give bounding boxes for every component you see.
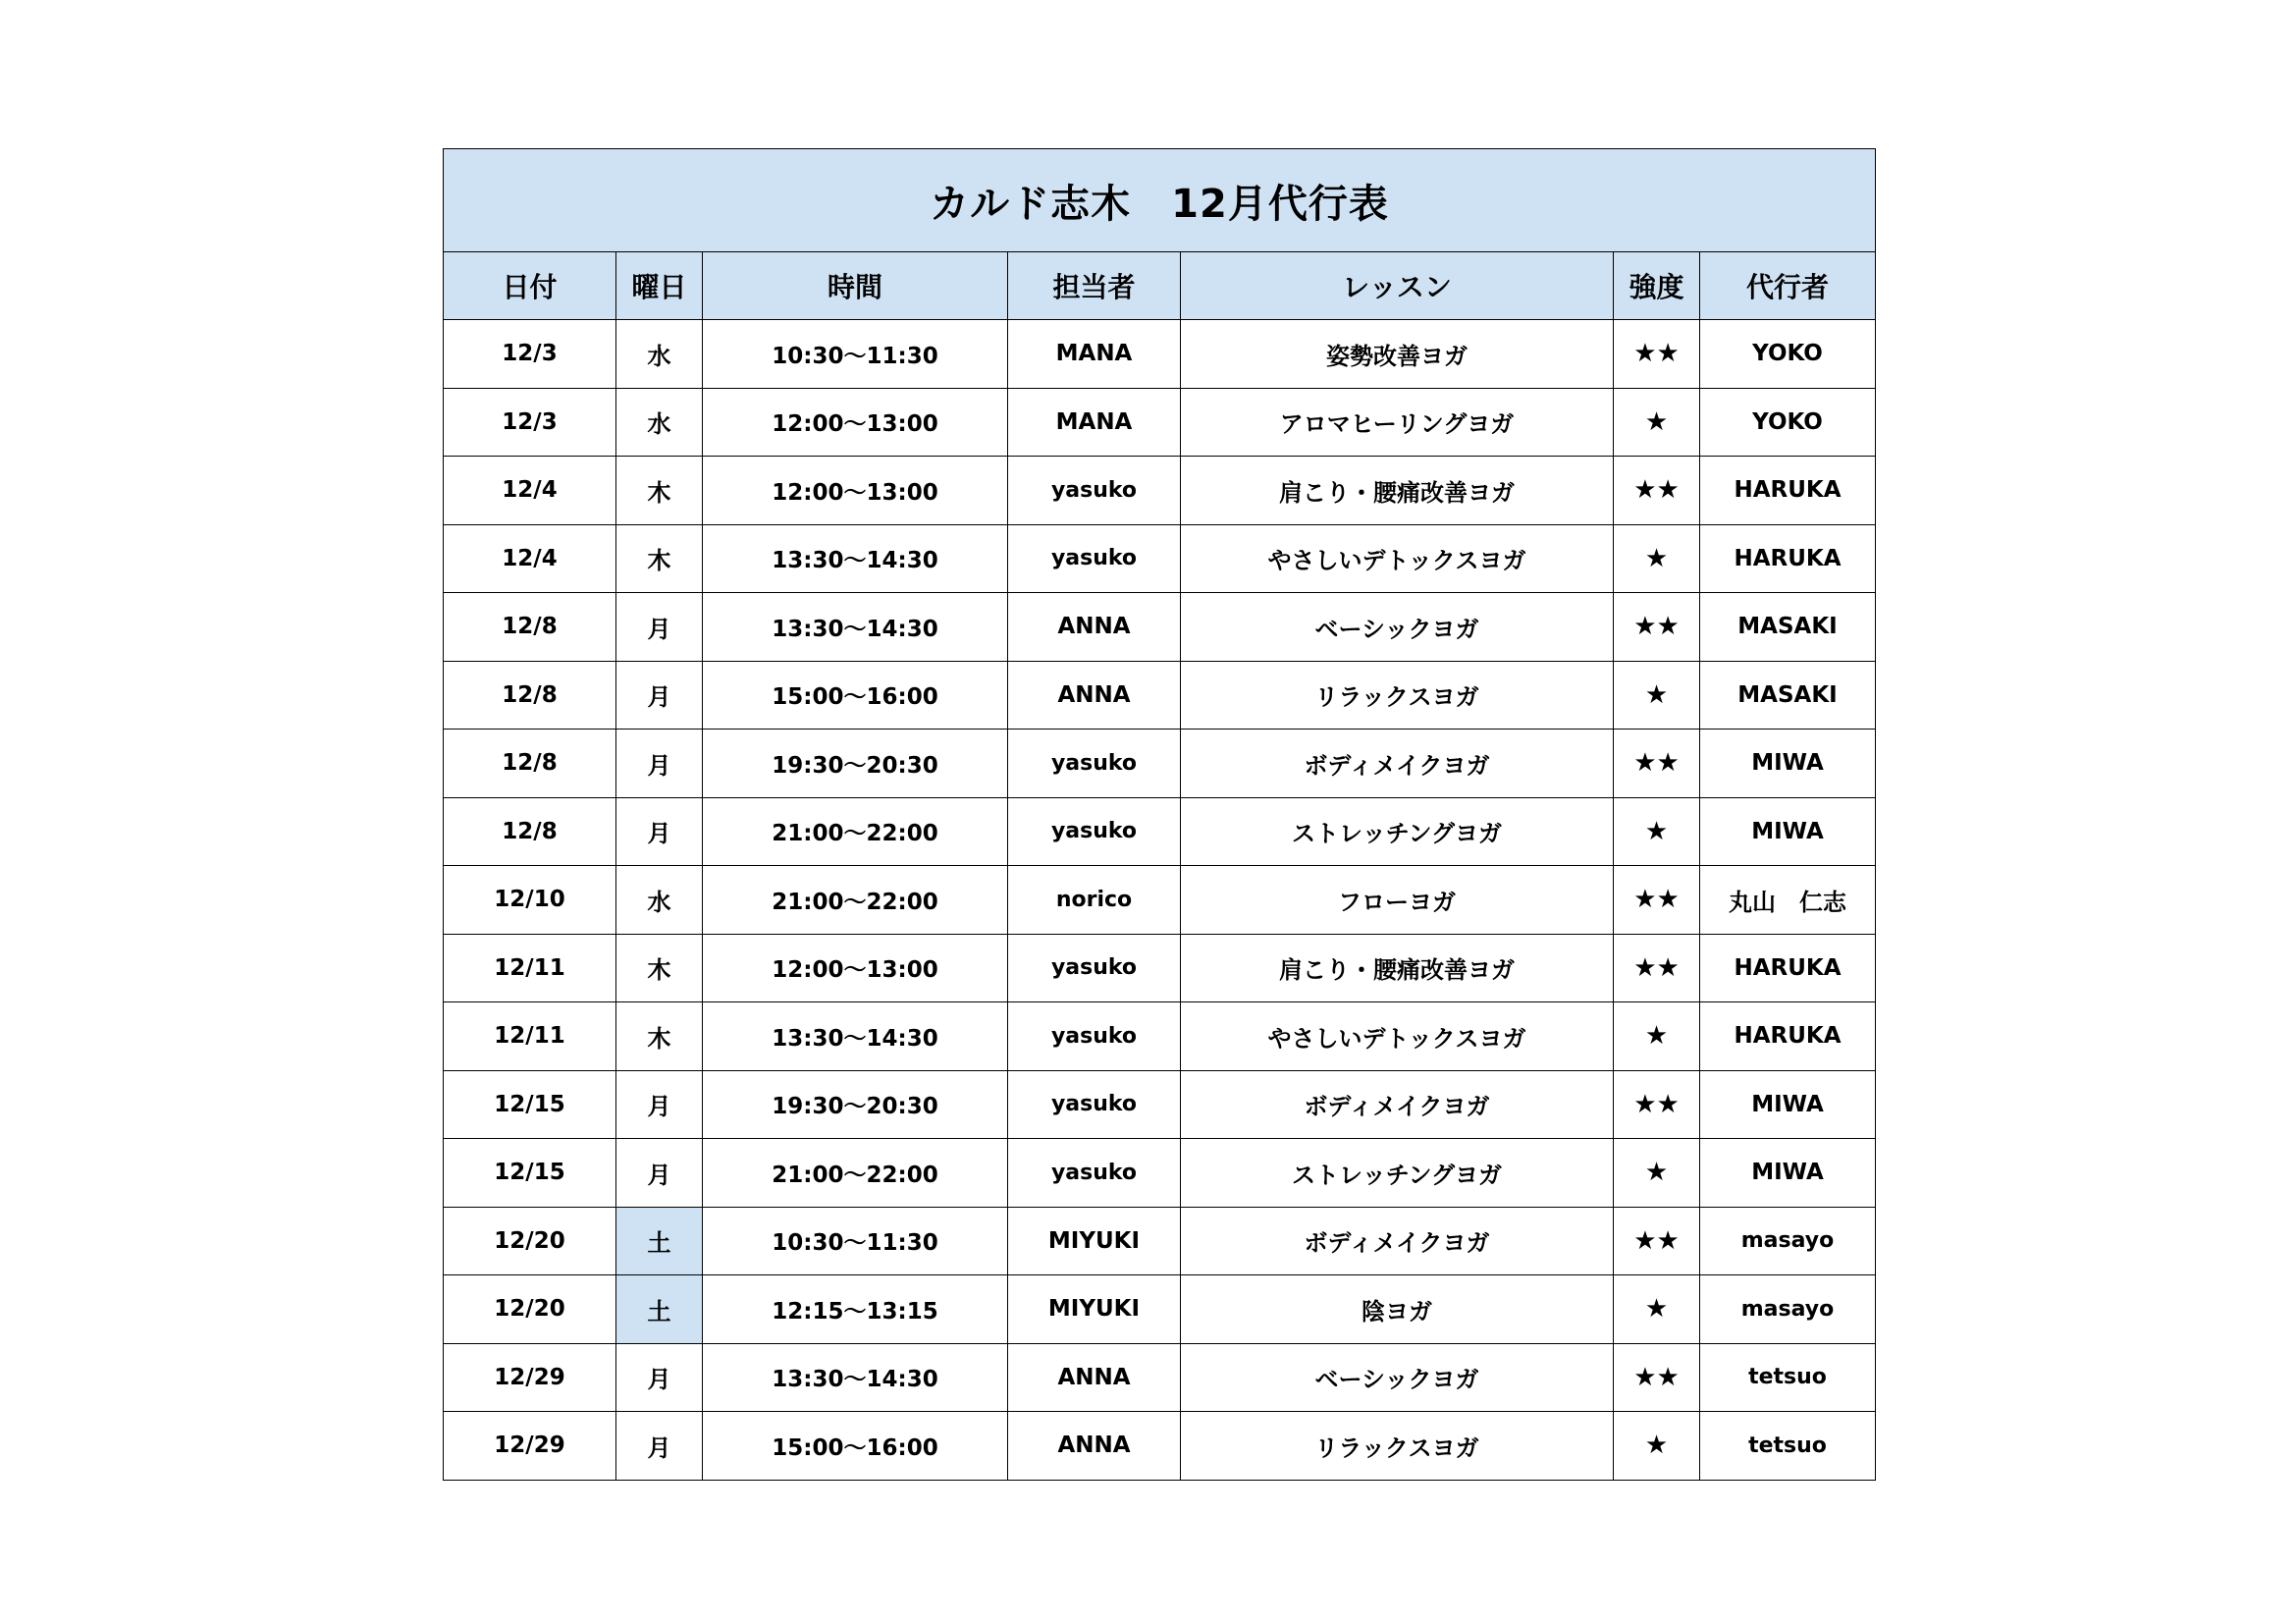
- column-header-date: 日付: [444, 252, 616, 320]
- intensity-cell: ★★: [1614, 1207, 1700, 1275]
- substitute-cell: tetsuo: [1700, 1412, 1876, 1481]
- table-row: [444, 388, 1876, 457]
- time-cell: 10:30〜11:30: [703, 1207, 1008, 1275]
- table-title: カルド志木 12月代行表: [444, 149, 1876, 252]
- weekday-cell: 土: [616, 1207, 703, 1275]
- substitute-cell: MASAKI: [1700, 593, 1876, 662]
- lesson-cell: 肩こり・腰痛改善ヨガ: [1181, 457, 1614, 525]
- weekday-cell: 月: [616, 1343, 703, 1412]
- instructor-cell: ANNA: [1008, 1343, 1181, 1412]
- instructor-cell: yasuko: [1008, 797, 1181, 866]
- lesson-cell: ボディメイクヨガ: [1181, 1070, 1614, 1139]
- instructor-cell: yasuko: [1008, 524, 1181, 593]
- time-cell: 12:15〜13:15: [703, 1275, 1008, 1344]
- date-cell: 12/20: [444, 1207, 616, 1275]
- time-cell: 19:30〜20:30: [703, 1070, 1008, 1139]
- column-header-lesson: レッスン: [1181, 252, 1614, 320]
- time-cell: 10:30〜11:30: [703, 320, 1008, 389]
- lesson-cell: アロマヒーリングヨガ: [1181, 388, 1614, 457]
- substitute-cell: HARUKA: [1700, 1002, 1876, 1071]
- date-cell: 12/8: [444, 661, 616, 730]
- date-cell: 12/8: [444, 797, 616, 866]
- weekday-cell: 水: [616, 320, 703, 389]
- intensity-cell: ★★: [1614, 593, 1700, 662]
- substitute-cell: YOKO: [1700, 388, 1876, 457]
- time-cell: 21:00〜22:00: [703, 1139, 1008, 1208]
- instructor-cell: MIYUKI: [1008, 1275, 1181, 1344]
- table-row: [444, 730, 1876, 798]
- date-cell: 12/11: [444, 1002, 616, 1071]
- weekday-cell: 月: [616, 1070, 703, 1139]
- time-cell: 19:30〜20:30: [703, 730, 1008, 798]
- intensity-cell: ★: [1614, 524, 1700, 593]
- lesson-cell: ベーシックヨガ: [1181, 1343, 1614, 1412]
- intensity-cell: ★★: [1614, 320, 1700, 389]
- intensity-cell: ★: [1614, 1412, 1700, 1481]
- table-row: [444, 797, 1876, 866]
- table-row: [444, 1207, 1876, 1275]
- table-row: [444, 1002, 1876, 1071]
- time-cell: 21:00〜22:00: [703, 797, 1008, 866]
- table-row: [444, 524, 1876, 593]
- date-cell: 12/10: [444, 866, 616, 935]
- table-row: [444, 1070, 1876, 1139]
- date-cell: 12/11: [444, 934, 616, 1002]
- instructor-cell: norico: [1008, 866, 1181, 935]
- instructor-cell: ANNA: [1008, 593, 1181, 662]
- intensity-cell: ★: [1614, 388, 1700, 457]
- instructor-cell: ANNA: [1008, 661, 1181, 730]
- table-row: [444, 1275, 1876, 1344]
- table-row: [444, 457, 1876, 525]
- column-header-instructor: 担当者: [1008, 252, 1181, 320]
- time-cell: 13:30〜14:30: [703, 593, 1008, 662]
- intensity-cell: ★: [1614, 1139, 1700, 1208]
- instructor-cell: yasuko: [1008, 457, 1181, 525]
- weekday-cell: 月: [616, 1412, 703, 1481]
- weekday-cell: 水: [616, 388, 703, 457]
- date-cell: 12/4: [444, 457, 616, 525]
- intensity-cell: ★: [1614, 797, 1700, 866]
- weekday-cell: 土: [616, 1275, 703, 1344]
- table-row: [444, 934, 1876, 1002]
- intensity-cell: ★: [1614, 1275, 1700, 1344]
- intensity-cell: ★★: [1614, 866, 1700, 935]
- lesson-cell: 陰ヨガ: [1181, 1275, 1614, 1344]
- weekday-cell: 月: [616, 1139, 703, 1208]
- column-header-time: 時間: [703, 252, 1008, 320]
- substitute-cell: MIWA: [1700, 797, 1876, 866]
- intensity-cell: ★★: [1614, 934, 1700, 1002]
- table-row: [444, 1343, 1876, 1412]
- date-cell: 12/3: [444, 388, 616, 457]
- table-row: [444, 1412, 1876, 1481]
- lesson-cell: やさしいデトックスヨガ: [1181, 1002, 1614, 1071]
- instructor-cell: MIYUKI: [1008, 1207, 1181, 1275]
- date-cell: 12/8: [444, 593, 616, 662]
- instructor-cell: yasuko: [1008, 1070, 1181, 1139]
- instructor-cell: ANNA: [1008, 1412, 1181, 1481]
- intensity-cell: ★★: [1614, 1343, 1700, 1412]
- table-row: [444, 1139, 1876, 1208]
- instructor-cell: yasuko: [1008, 934, 1181, 1002]
- substitute-cell: masayo: [1700, 1275, 1876, 1344]
- instructor-cell: MANA: [1008, 320, 1181, 389]
- substitute-cell: YOKO: [1700, 320, 1876, 389]
- lesson-cell: フローヨガ: [1181, 866, 1614, 935]
- intensity-cell: ★★: [1614, 730, 1700, 798]
- weekday-cell: 水: [616, 866, 703, 935]
- intensity-cell: ★: [1614, 661, 1700, 730]
- substitute-cell: masayo: [1700, 1207, 1876, 1275]
- intensity-cell: ★★: [1614, 1070, 1700, 1139]
- weekday-cell: 木: [616, 934, 703, 1002]
- weekday-cell: 月: [616, 730, 703, 798]
- date-cell: 12/4: [444, 524, 616, 593]
- lesson-cell: ストレッチングヨガ: [1181, 1139, 1614, 1208]
- instructor-cell: yasuko: [1008, 1002, 1181, 1071]
- substitute-cell: HARUKA: [1700, 457, 1876, 525]
- lesson-cell: 姿勢改善ヨガ: [1181, 320, 1614, 389]
- table-row: [444, 320, 1876, 389]
- table-row: [444, 593, 1876, 662]
- intensity-cell: ★: [1614, 1002, 1700, 1071]
- column-header-intensity: 強度: [1614, 252, 1700, 320]
- weekday-cell: 月: [616, 661, 703, 730]
- intensity-cell: ★★: [1614, 457, 1700, 525]
- lesson-cell: やさしいデトックスヨガ: [1181, 524, 1614, 593]
- lesson-cell: ベーシックヨガ: [1181, 593, 1614, 662]
- lesson-cell: ストレッチングヨガ: [1181, 797, 1614, 866]
- lesson-cell: ボディメイクヨガ: [1181, 730, 1614, 798]
- date-cell: 12/29: [444, 1412, 616, 1481]
- weekday-cell: 木: [616, 524, 703, 593]
- weekday-cell: 木: [616, 457, 703, 525]
- date-cell: 12/15: [444, 1070, 616, 1139]
- substitute-cell: tetsuo: [1700, 1343, 1876, 1412]
- table-row: [444, 661, 1876, 730]
- date-cell: 12/3: [444, 320, 616, 389]
- instructor-cell: MANA: [1008, 388, 1181, 457]
- time-cell: 12:00〜13:00: [703, 934, 1008, 1002]
- time-cell: 13:30〜14:30: [703, 524, 1008, 593]
- weekday-cell: 月: [616, 593, 703, 662]
- time-cell: 12:00〜13:00: [703, 388, 1008, 457]
- weekday-cell: 月: [616, 797, 703, 866]
- substitute-cell: MIWA: [1700, 1070, 1876, 1139]
- lesson-cell: リラックスヨガ: [1181, 1412, 1614, 1481]
- substitute-cell: MIWA: [1700, 1139, 1876, 1208]
- date-cell: 12/8: [444, 730, 616, 798]
- lesson-cell: リラックスヨガ: [1181, 661, 1614, 730]
- lesson-cell: ボディメイクヨガ: [1181, 1207, 1614, 1275]
- substitute-cell: MASAKI: [1700, 661, 1876, 730]
- time-cell: 15:00〜16:00: [703, 661, 1008, 730]
- column-header-substitute: 代行者: [1700, 252, 1876, 320]
- instructor-cell: yasuko: [1008, 730, 1181, 798]
- instructor-cell: yasuko: [1008, 1139, 1181, 1208]
- time-cell: 13:30〜14:30: [703, 1002, 1008, 1071]
- substitute-cell: HARUKA: [1700, 934, 1876, 1002]
- lesson-cell: 肩こり・腰痛改善ヨガ: [1181, 934, 1614, 1002]
- table-body: [444, 320, 1876, 1481]
- substitute-schedule-table: [443, 148, 1876, 1481]
- time-cell: 15:00〜16:00: [703, 1412, 1008, 1481]
- time-cell: 13:30〜14:30: [703, 1343, 1008, 1412]
- substitute-cell: HARUKA: [1700, 524, 1876, 593]
- date-cell: 12/15: [444, 1139, 616, 1208]
- substitute-cell: 丸山 仁志: [1700, 866, 1876, 935]
- time-cell: 21:00〜22:00: [703, 866, 1008, 935]
- header-row: [444, 252, 1876, 320]
- column-header-weekday: 曜日: [616, 252, 703, 320]
- time-cell: 12:00〜13:00: [703, 457, 1008, 525]
- date-cell: 12/29: [444, 1343, 616, 1412]
- date-cell: 12/20: [444, 1275, 616, 1344]
- substitute-cell: MIWA: [1700, 730, 1876, 798]
- weekday-cell: 木: [616, 1002, 703, 1071]
- table-row: [444, 866, 1876, 935]
